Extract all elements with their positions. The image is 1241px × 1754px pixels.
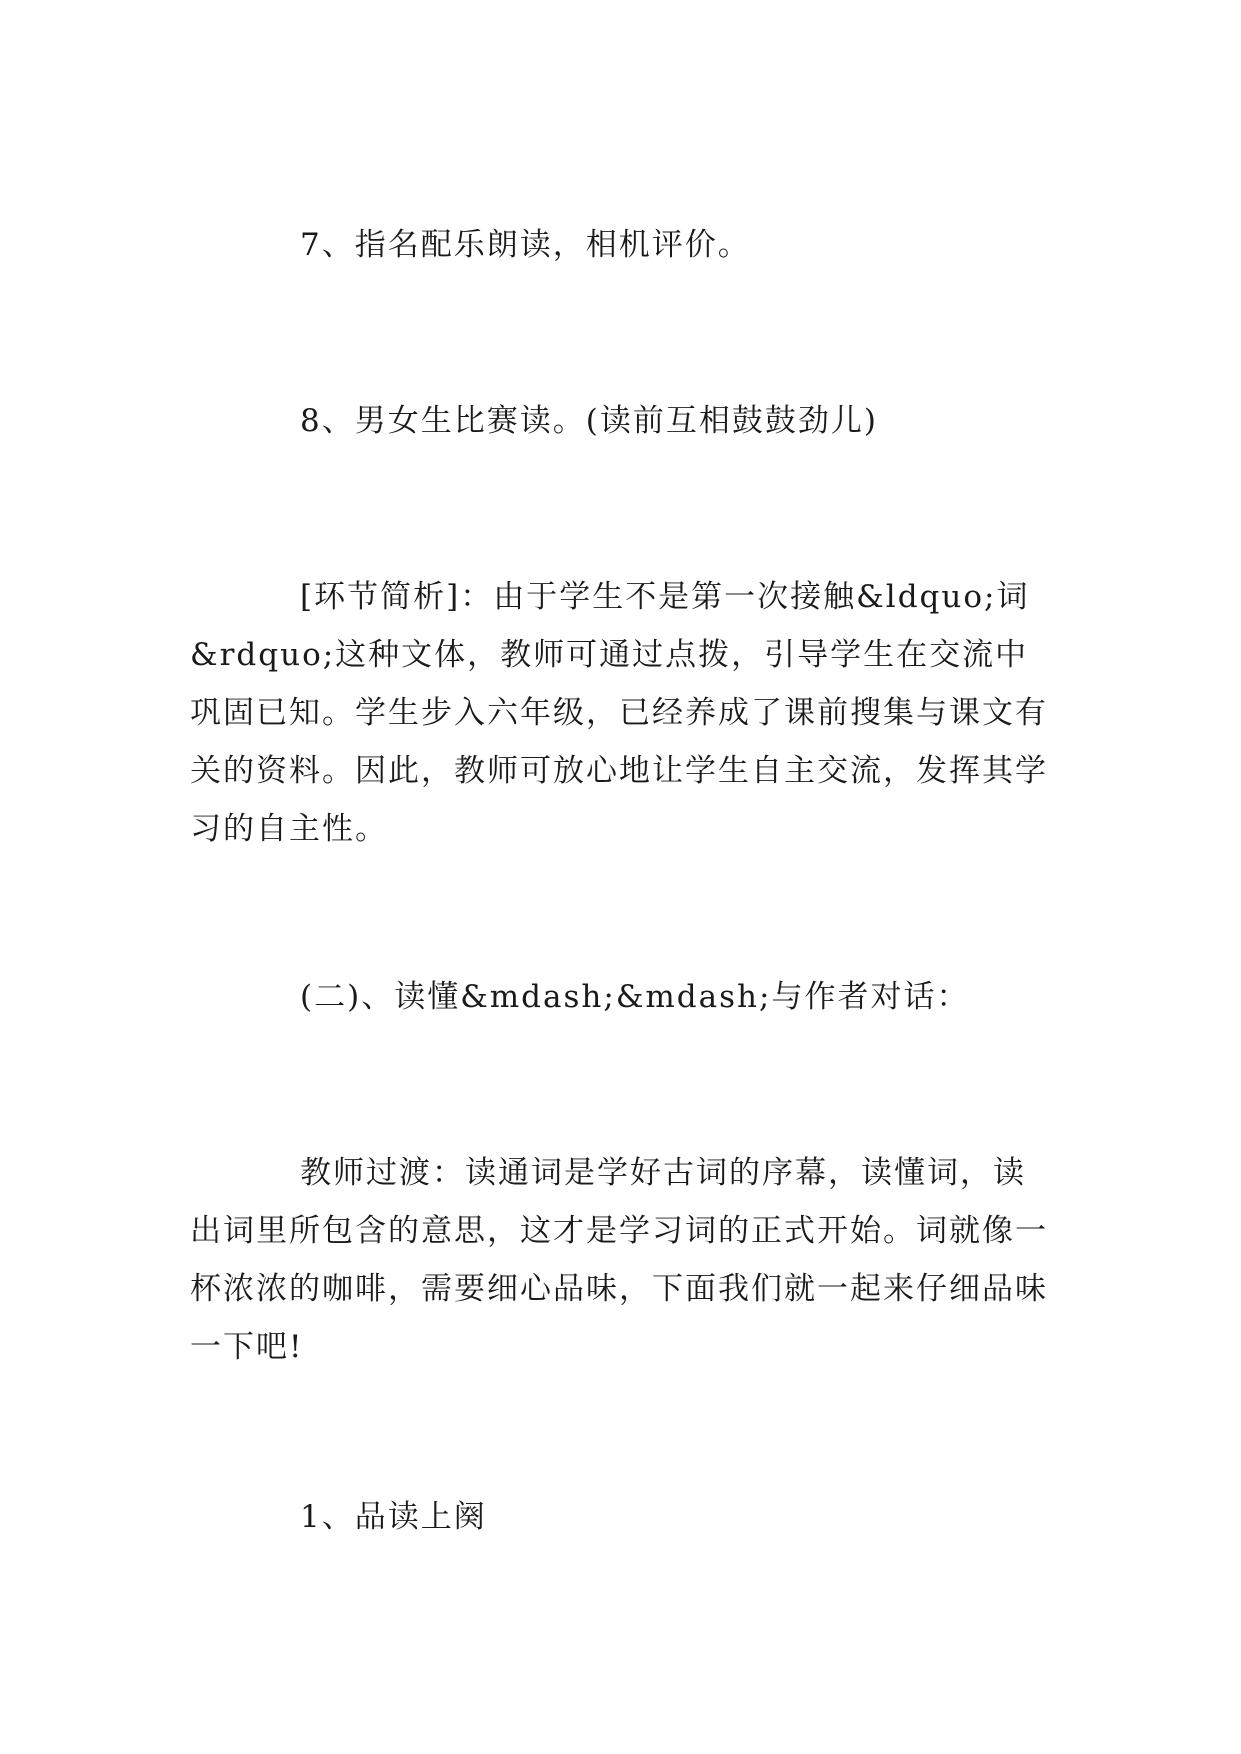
- paragraph-teacher-transition: 教师过渡：读通词是学好古词的序幕，读懂词，读出词里所包含的意思，这才是学习词的正式开始。词就像一杯浓浓的咖啡，需要细心品味，下面我们就一起来仔细品味一下吧!: [190, 1155, 1048, 1365]
- section-heading-understand: (二)、读懂&mdash;&mdash;与作者对话：: [300, 979, 970, 1015]
- paragraph-step-1: 1、品读上阕: [300, 1499, 487, 1535]
- paragraph-analysis: [环节简析]：由于学生不是第一次接触&ldquo;词&rdquo;这种文体，教师可通过点拨，引导学生在交流中巩固已知。学生步入六年级，已经养成了课前搜集与课文有关的资料。因此，教师可放心地让学生自主交流，发挥其学习的自主性。: [190, 579, 1048, 847]
- paragraph-step-8: 8、男女生比赛读。(读前互相鼓鼓劲儿): [300, 403, 878, 439]
- paragraph-step-7: 7、指名配乐朗读，相机评价。: [300, 227, 751, 263]
